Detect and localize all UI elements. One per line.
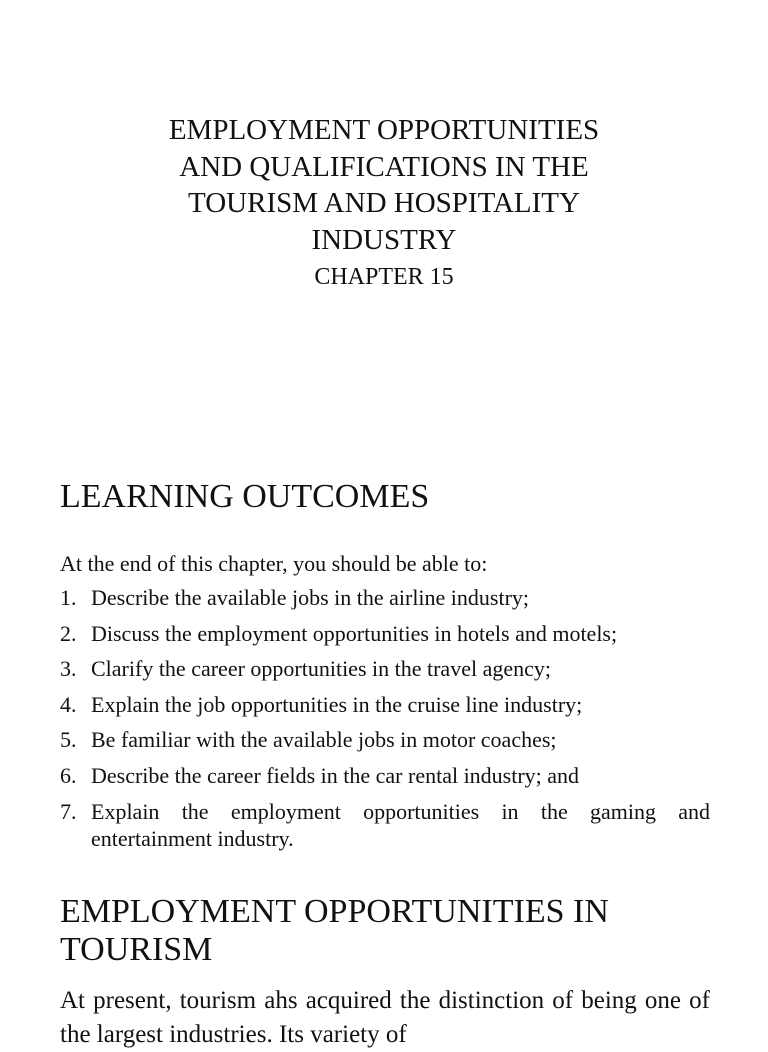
outcome-text: Discuss the employment opportunities in hotels and motels; bbox=[91, 620, 618, 646]
outcome-text: Describe the available jobs in the airline industry; bbox=[91, 585, 530, 610]
outcome-number: 3. bbox=[60, 656, 77, 682]
outcome-text: Clarify the career opportunities in the travel agency; bbox=[91, 656, 551, 682]
document-title: EMPLOYMENT OPPORTUNITIES AND QUALIFICATIONS IN THE TOURISM AND HOSPITALITY INDUSTRY bbox=[168, 114, 600, 256]
learning-outcomes-heading: LEARNING OUTCOMES bbox=[60, 478, 430, 515]
outcome-text: Explain the employment opportunities in the gaming and entertainment industry. bbox=[91, 798, 710, 851]
outcome-number: 6. bbox=[60, 762, 77, 788]
outcome-text: Explain the job opportunities in the cruise line industry; bbox=[91, 691, 583, 717]
outcome-item bbox=[60, 655, 710, 682]
outcome-item bbox=[60, 584, 710, 611]
employment-opportunities-heading: EMPLOYMENT OPPORTUNITIES IN TOURISM bbox=[60, 893, 609, 968]
chapter-label: CHAPTER 15 bbox=[314, 264, 454, 290]
outcome-text: Describe the career fields in the car rental industry; and bbox=[91, 762, 580, 788]
title-block bbox=[100, 112, 668, 292]
outcome-item bbox=[60, 726, 710, 753]
outcome-number: 7. bbox=[60, 798, 77, 824]
outcome-number: 1. bbox=[60, 585, 77, 610]
outcome-item bbox=[60, 691, 710, 718]
outcome-item bbox=[60, 620, 710, 647]
outcome-item bbox=[60, 762, 710, 789]
learning-outcomes-intro: At the end of this chapter, you should be able to: bbox=[60, 551, 488, 576]
outcome-number: 4. bbox=[60, 691, 77, 717]
learning-outcomes-list bbox=[60, 584, 710, 860]
outcome-item bbox=[60, 798, 710, 852]
outcome-number: 2. bbox=[60, 620, 77, 646]
outcome-text: Be familiar with the available jobs in motor coaches; bbox=[91, 727, 557, 753]
outcome-number: 5. bbox=[60, 727, 77, 753]
section-paragraph: At present, tourism ahs acquired the distinction of being one of the largest industries. Its variety of bbox=[60, 987, 710, 1048]
